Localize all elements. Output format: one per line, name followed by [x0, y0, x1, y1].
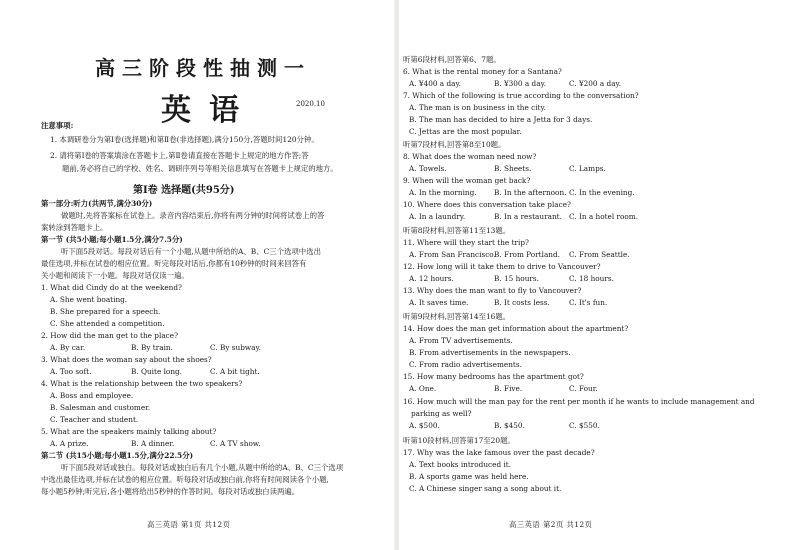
page-left [0, 0, 395, 550]
question-9-option-c: C. In the evening. [569, 188, 635, 197]
question-10-option-b: B. In a restaurant. [494, 212, 562, 221]
material-7: 听第7段材料,回答第8至10题。 [403, 140, 506, 149]
sec2-desc-3: 每小题5秒钟;听完后,各小题将给出5秒钟的作答时间。每段对话或独白读两遍。 [41, 487, 300, 496]
question-1-option-c: C. She attended a competition. [50, 319, 165, 328]
question-17: 17. Why was the lake famous over the past decade? [403, 448, 595, 457]
question-15: 15. How many bedrooms has the apartment got? [403, 372, 584, 381]
subject-title: 英语 [161, 93, 257, 128]
question-7-option-c: C. Jettas are the most popular. [409, 127, 522, 136]
question-5-option-b: B. A dinner. [131, 439, 175, 448]
question-2-option-c: C. By subway. [210, 343, 261, 352]
question-9-option-a: A. In the morning. [409, 188, 477, 197]
question-7: 7. Which of the following is true according to the conversation? [403, 91, 639, 100]
question-3-option-a: A. Too soft. [50, 367, 92, 376]
question-12: 12. How long will it take them to drive to Vancouver? [403, 262, 601, 271]
section-title: 第Ⅰ卷 选择题(共95分) [133, 185, 235, 196]
part1-title: 第一部分:听力(共两节,满分30分) [41, 199, 153, 208]
question-14-option-c: C. From radio advertisements. [409, 360, 522, 369]
sec1-desc-3: 关小题和阅读下一小题。每段对话仅读一遍。 [41, 271, 189, 280]
question-11-option-a: A. From San Francisco. [409, 250, 496, 259]
question-3-option-c: C. A bit tight. [210, 367, 260, 376]
question-6-option-a: A. ¥400 a day. [409, 79, 461, 88]
question-14-option-b: B. From advertisements in the newspapers. [409, 348, 571, 357]
question-16-line-1: 16. How much will the man pay for the rent per month if he wants to include management and [403, 397, 755, 406]
question-1-option-a: A. She went boating. [50, 295, 128, 304]
question-6-option-b: B. ¥300 a day. [494, 79, 547, 88]
part1-desc-2: 案转涂到答题卡上。 [41, 223, 108, 232]
question-1: 1. What did Cindy do at the weekend? [41, 283, 182, 292]
question-3-option-b: B. Quite long. [131, 367, 183, 376]
notice-item-1: 1. 本调研卷分为第Ⅰ卷(选择题)和第Ⅱ卷(非选择题),满分150分,答题时间120分钟。 [50, 135, 319, 144]
question-4-option-a: A. Boss and employee. [50, 391, 134, 400]
question-5-option-c: C. A TV show. [210, 439, 261, 448]
question-3: 3. What does the woman say about the shoes? [41, 355, 212, 364]
exam-title: 高三阶段性抽测一 [95, 56, 311, 80]
question-13-option-b: B. It costs less. [494, 298, 550, 307]
page-footer-left: 高三英语 第1页 共12页 [147, 520, 231, 529]
question-10-option-c: C. In a hotel room. [569, 212, 639, 221]
notice-item-2a: 2. 请将第Ⅰ卷的答案填涂在答题卡上,第Ⅱ卷请直接在答题卡上规定的地方作答;答 [50, 151, 309, 160]
question-11-option-c: C. From Seattle. [569, 250, 630, 259]
exam-date: 2020.10 [296, 100, 325, 108]
question-11: 11. Where will they start the trip? [403, 238, 529, 247]
question-6-option-c: C. ¥200 a day. [569, 79, 622, 88]
question-12-option-a: A. 12 hours. [409, 274, 454, 283]
question-13: 13. Why does the man want to fly to Vancouver? [403, 286, 582, 295]
question-13-option-c: C. It's fun. [569, 298, 608, 307]
sec1-title: 第一节 (共5小题;每小题1.5分,满分7.5分) [41, 235, 183, 244]
question-1-option-b: B. She prepared for a speech. [50, 307, 161, 316]
question-5-option-a: A. A prize. [50, 439, 89, 448]
question-16-option-a: A. $500. [409, 421, 440, 430]
question-5: 5. What are the speakers mainly talking about? [41, 427, 217, 436]
question-15-option-b: B. Five. [494, 384, 523, 393]
question-2: 2. How did the man get to the place? [41, 331, 178, 340]
question-14-option-a: A. From TV advertisements. [409, 336, 513, 345]
question-12-option-c: C. 18 hours. [569, 274, 614, 283]
part1-desc-1: 做题时,先将答案标在试卷上。录音内容结束后,你将有两分钟的时间将试卷上的答 [61, 211, 325, 220]
question-13-option-a: A. It saves time. [409, 298, 469, 307]
notice-item-2b: 题前,务必将自己的学校、姓名、调研序列号等相关信息填写在答题卡上规定的地方。 [62, 164, 338, 173]
question-2-option-a: A. By car. [50, 343, 86, 352]
material-8: 听第8段材料,回答第11至13题。 [403, 226, 511, 235]
sec2-desc-1: 听下面5段对话或独白。每段对话或独白后有几个小题,从题中所给的A、B、C三个选项 [61, 463, 344, 472]
question-15-option-c: C. Four. [569, 384, 598, 393]
question-8: 8. What does the woman need now? [403, 152, 537, 161]
question-16-option-b: B. $450. [494, 421, 525, 430]
question-16-line-2: parking as well? [411, 409, 472, 418]
question-14: 14. How does the man get information about the apartment? [403, 324, 629, 333]
question-9-option-b: B. In the afternoon. [494, 188, 567, 197]
sec1-desc-1: 听下面5段对话。每段对话后有一个小题,从题中所给的A、B、C三个选项中选出 [61, 247, 321, 256]
question-4: 4. What is the relationship between the two speakers? [41, 379, 243, 388]
question-8-option-a: A. Towels. [409, 164, 447, 173]
notice-title: 注意事项: [41, 121, 74, 130]
question-17-option-a: A. Text books introduced it. [409, 460, 512, 469]
question-12-option-b: B. 15 hours. [494, 274, 539, 283]
question-17-option-b: B. A sports game was held here. [409, 472, 529, 481]
question-7-option-a: A. The man is on business in the city. [409, 103, 546, 112]
question-16-option-c: C. $550. [569, 421, 600, 430]
question-8-option-b: B. Sheets. [494, 164, 532, 173]
question-10: 10. Where does this conversation take place? [403, 200, 571, 209]
question-4-option-b: B. Salesman and customer. [50, 403, 151, 412]
page-footer-right: 高三英语 第2页 共12页 [509, 520, 593, 529]
sec2-desc-2: 中选出最佳选项,并标在试卷的相应位置。听每段对话或独白前,你将有时间阅读各个小题, [41, 475, 329, 484]
question-15-option-a: A. One. [409, 384, 437, 393]
question-6: 6. What is the rental money for a Santana? [403, 67, 562, 76]
material-10: 听第10段材料,回答第17至20题。 [403, 436, 515, 445]
question-11-option-b: B. From Portland. [494, 250, 560, 259]
sec2-title: 第二节 (共15小题;每小题1.5分,满分22.5分) [41, 451, 194, 460]
question-2-option-b: B. By train. [131, 343, 173, 352]
page-right [399, 0, 794, 550]
sec1-desc-2: 最佳选项,并标在试卷的相应位置。听完每段对话后,你都有10秒钟的时间来回答有 [41, 259, 307, 268]
question-17-option-c: C. A Chinese singer sang a song about it. [409, 484, 562, 493]
question-10-option-a: A. In a laundry. [409, 212, 466, 221]
material-9: 听第9段材料,回答第14至16题。 [403, 312, 511, 321]
question-8-option-c: C. Lamps. [569, 164, 606, 173]
question-9: 9. When will the woman get back? [403, 176, 531, 185]
material-6: 听第6段材料,回答第6、7题。 [403, 55, 501, 64]
question-7-option-b: B. The man has decided to hire a Jetta for 3 days. [409, 115, 593, 124]
question-4-option-c: C. Teacher and student. [50, 415, 139, 424]
